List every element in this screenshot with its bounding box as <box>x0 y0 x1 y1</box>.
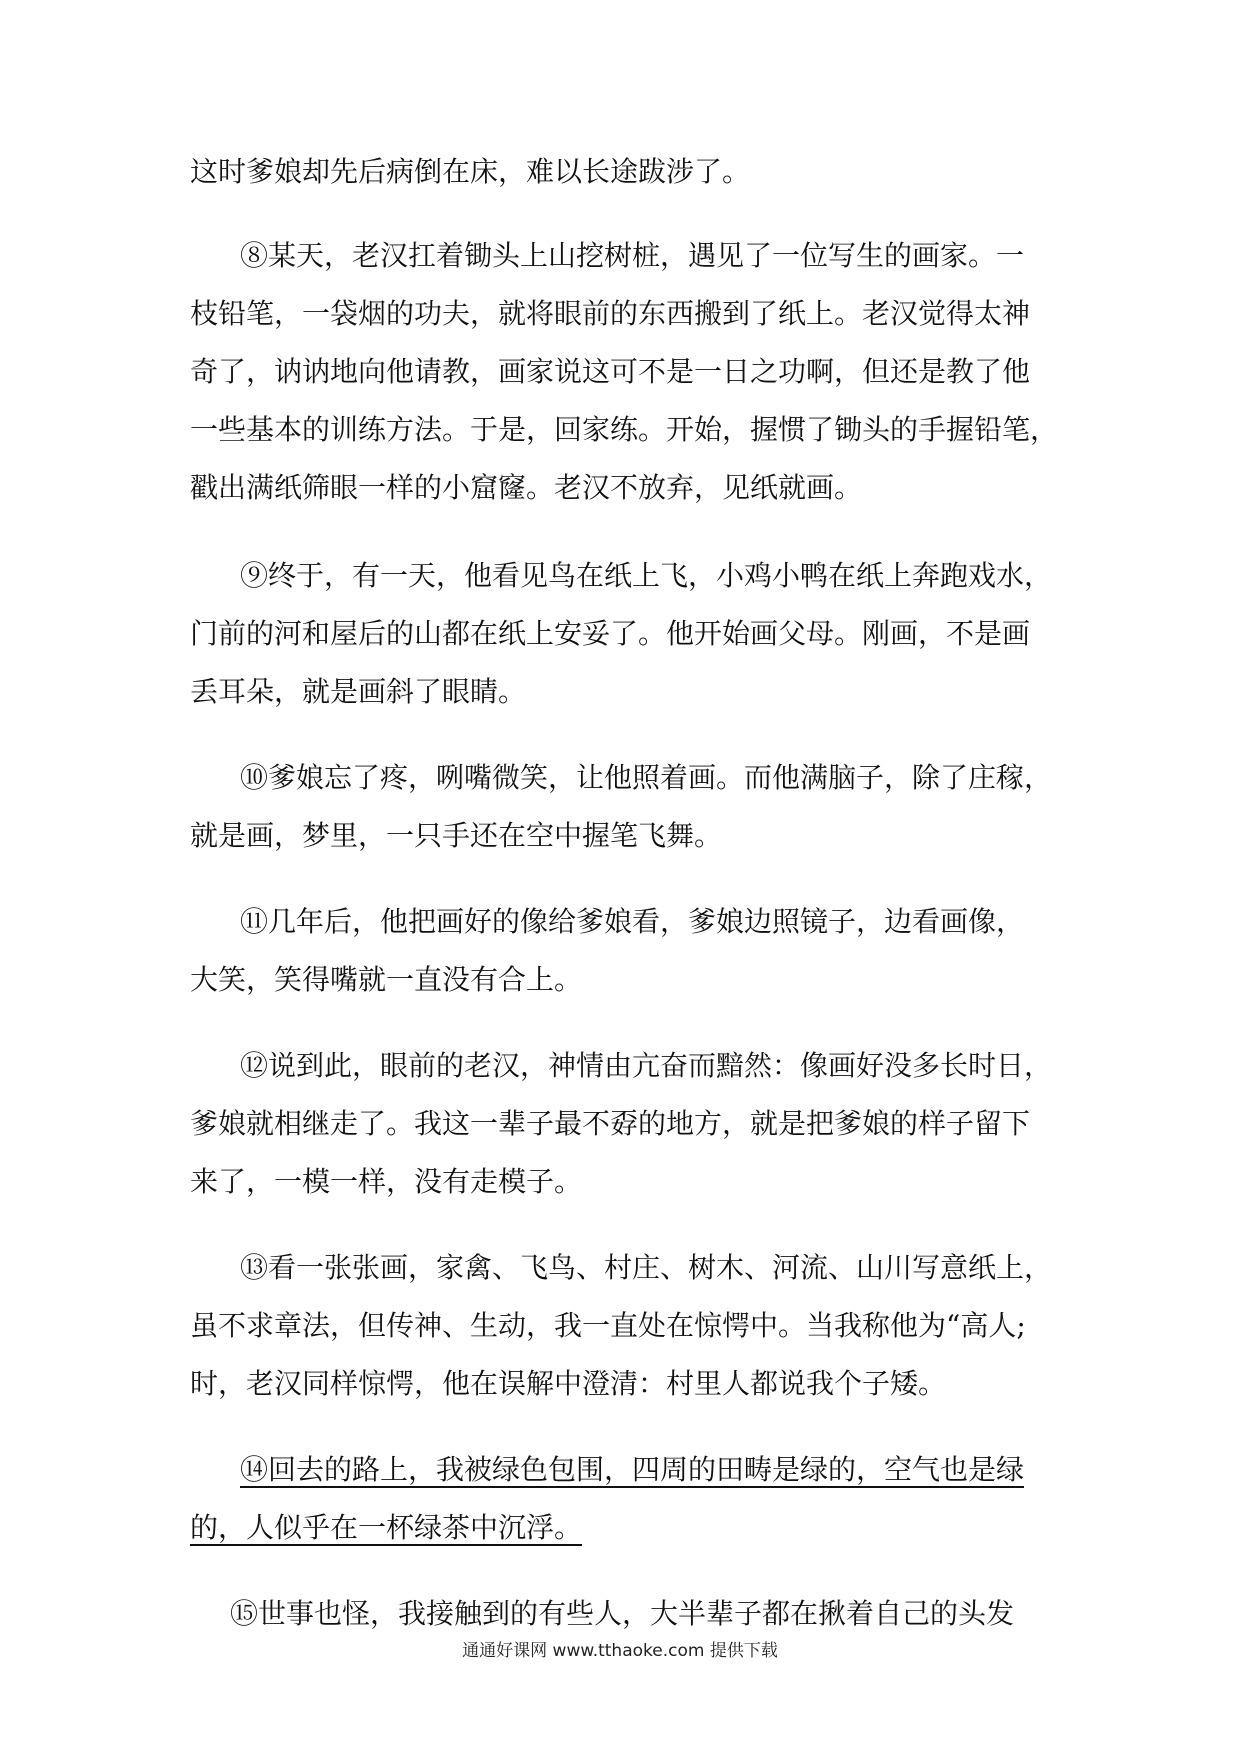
text-line: 奇了，讷讷地向他请教，画家说这可不是一日之功啊，但还是教了他 <box>190 355 1031 388</box>
text-line: 来了，一模一样，没有走模子。 <box>190 1165 583 1198</box>
paragraph-10-line: ⑩爹娘忘了疼，咧嘴微笑，让他照着画。而他满脑子，除了庄稼， <box>240 761 1053 794</box>
text-line: 大笑，笑得嘴就一直没有合上。 <box>190 963 583 996</box>
text-line: 丢耳朵，就是画斜了眼睛。 <box>190 675 527 708</box>
paragraph-14-underlined-line: ⑭回去的路上，我被绿色包围，四周的田畴是绿的，空气也是绿 <box>240 1453 1025 1486</box>
text-line: 时，老汉同样惊愕，他在误解中澄清：村里人都说我个子矮。 <box>190 1367 947 1400</box>
text-line: 一些基本的训练方法。于是，回家练。开始，握惯了锄头的手握铅笔， <box>190 413 1059 446</box>
text-line: 虽不求章法，但传神、生动，我一直处在惊愕中。当我称他为“高人; <box>190 1309 1026 1342</box>
paragraph-14-underlined-line: 的，人似乎在一杯绿茶中沉浮。 <box>190 1511 583 1544</box>
text-line: 爹娘就相继走了。我这一辈子最不孬的地方，就是把爹娘的样子留下 <box>190 1107 1031 1140</box>
paragraph-15-line: ⑮世事也怪，我接触到的有些人，大半辈子都在揪着自己的头发 <box>230 1597 1015 1630</box>
text-line: 就是画，梦里，一只手还在空中握笔飞舞。 <box>190 819 723 852</box>
text-line: 枝铅笔，一袋烟的功夫，就将眼前的东西搬到了纸上。老汉觉得太神 <box>190 297 1031 330</box>
paragraph-11-line: ⑪几年后，他把画好的像给爹娘看，爹娘边照镜子，边看画像， <box>240 905 1025 938</box>
text-line: 门前的河和屋后的山都在纸上安妥了。他开始画父母。刚画，不是画 <box>190 617 1031 650</box>
text-line: 这时爹娘却先后病倒在床，难以长途跋涉了。 <box>190 155 751 188</box>
text-line: 戳出满纸筛眼一样的小窟窿。老汉不放弃，见纸就画。 <box>190 471 863 504</box>
paragraph-9-line: ⑨终于，有一天，他看见鸟在纸上飞，小鸡小鸭在纸上奔跑戏水， <box>240 559 1053 592</box>
paragraph-12-line: ⑫说到此，眼前的老汉，神情由亢奋而黯然：像画好没多长时日， <box>240 1049 1053 1082</box>
page-footer: 通通好课网 www.tthaoke.com 提供下载 <box>462 1641 778 1661</box>
paragraph-8-line: ⑧某天，老汉扛着锄头上山挖树桩，遇见了一位写生的画家。一 <box>240 239 1025 272</box>
paragraph-13-line: ⑬看一张张画，家禽、飞鸟、村庄、树木、河流、山川写意纸上， <box>240 1251 1053 1284</box>
